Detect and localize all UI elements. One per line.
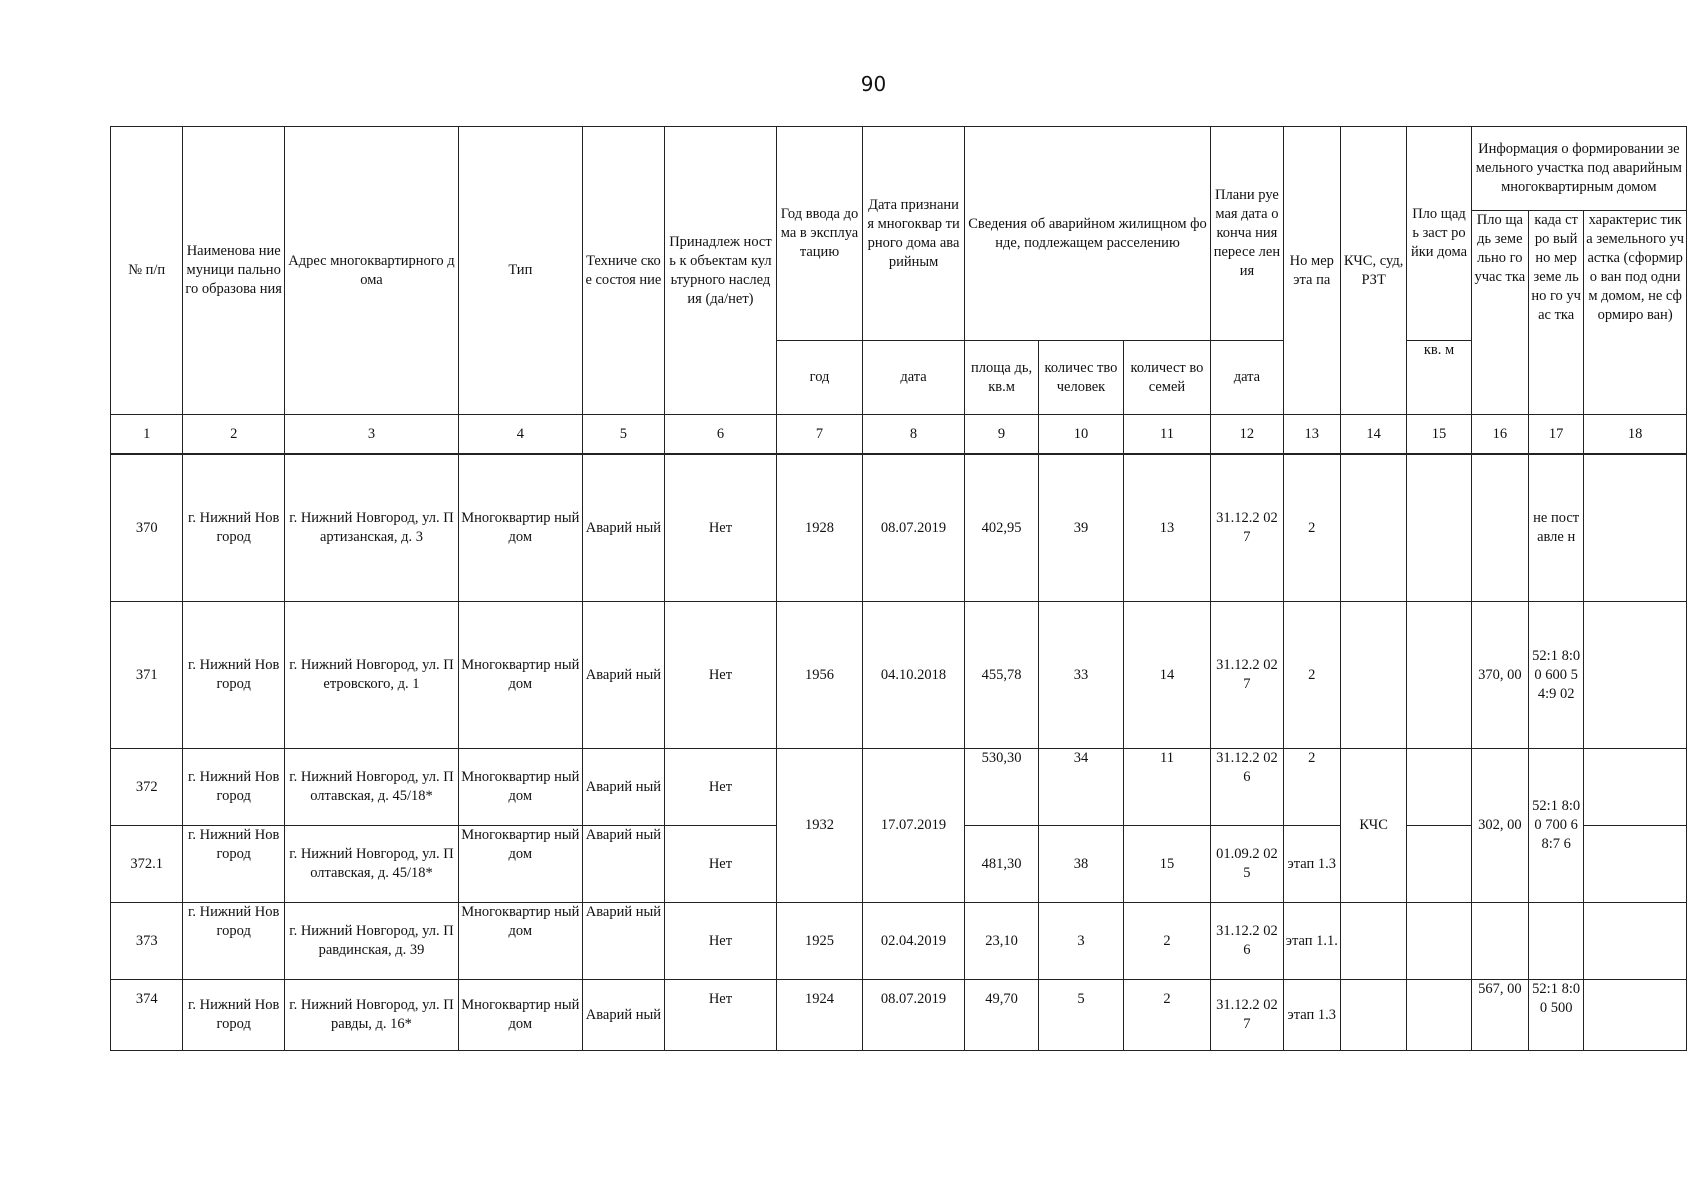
people-cell: 5: [1039, 980, 1123, 1051]
families-cell: 2: [1123, 903, 1211, 980]
cadastre-cell: не пост авле н: [1528, 454, 1583, 602]
stage-cell: этап 1.1.: [1283, 903, 1340, 980]
column-number: 14: [1340, 415, 1406, 455]
row-number: 370: [111, 454, 183, 602]
column-number: 1: [111, 415, 183, 455]
stage-cell: этап 1.3: [1283, 980, 1340, 1051]
stage-cell: 2: [1283, 454, 1340, 602]
sub-built-area-header: кв. м: [1407, 341, 1471, 415]
column-number: 8: [863, 415, 965, 455]
column-number: 2: [183, 415, 285, 455]
condition-cell: Аварий ный: [582, 980, 664, 1051]
people-cell: 3: [1039, 903, 1123, 980]
land-area-cell: [1471, 454, 1528, 602]
year-cell: 1932: [776, 749, 862, 903]
built-area-cell: [1407, 980, 1471, 1051]
year-cell: 1956: [776, 602, 862, 749]
year-cell: 1925: [776, 903, 862, 980]
families-cell: 14: [1123, 602, 1211, 749]
year-cell: 1928: [776, 454, 862, 602]
sub-area-header: площа дь, кв.м: [964, 341, 1038, 415]
header-row: [111, 127, 1687, 211]
kcs-cell: [1340, 980, 1406, 1051]
end-date-cell: 31.12.2 026: [1211, 903, 1283, 980]
address-cell: г. Нижний Новгород, ул. Правдинская, д. 39: [284, 903, 458, 980]
land-char-cell: [1584, 903, 1687, 980]
table-row: [111, 903, 1687, 980]
column-number: 11: [1123, 415, 1211, 455]
column-number: 6: [665, 415, 777, 455]
cadastre-cell: 52:1 8:00 700 68:7 6: [1528, 749, 1583, 903]
municipality-cell: г. Нижний Новгород: [183, 454, 285, 602]
row-number: 372: [111, 749, 183, 826]
heritage-cell: Нет: [665, 602, 777, 749]
col-recognition-date-header: Дата признания многоквар тирного дома аварийным: [863, 127, 965, 341]
col-land-area-header: Пло щадь земе льно го учас тка: [1471, 211, 1528, 415]
row-number: 374: [111, 980, 183, 1051]
kcs-cell: [1340, 454, 1406, 602]
col-type-header: Тип: [458, 127, 582, 415]
stage-cell: этап 1.3: [1283, 826, 1340, 903]
municipality-cell: г. Нижний Новгород: [183, 602, 285, 749]
type-cell: Многоквартир ный дом: [458, 903, 582, 980]
area-cell: 23,10: [964, 903, 1038, 980]
date-cell: 02.04.2019: [863, 903, 965, 980]
table-row: [111, 602, 1687, 749]
col-built-area-header: Пло щадь заст ройки дома: [1407, 127, 1471, 341]
municipality-cell: г. Нижний Новгород: [183, 980, 285, 1051]
table-row: [111, 749, 1687, 826]
municipality-cell: г. Нижний Новгород: [183, 749, 285, 826]
emergency-housing-table: [110, 126, 1687, 1051]
col-address-header: Адрес многоквартирного дома: [284, 127, 458, 415]
people-cell: 34: [1039, 749, 1123, 826]
land-area-cell: 370, 00: [1471, 602, 1528, 749]
column-number: 17: [1528, 415, 1583, 455]
stage-cell: 2: [1283, 749, 1340, 826]
col-year-header: Год ввода дома в эксплуа тацию: [776, 127, 862, 341]
built-area-cell: [1407, 826, 1471, 903]
kcs-cell: КЧС: [1340, 749, 1406, 903]
cadastre-cell: [1528, 903, 1583, 980]
land-char-cell: [1584, 980, 1687, 1051]
col-land-info-header: Информация о формировании земельного участка под аварийным многоквартирным домом: [1471, 127, 1686, 211]
col-municipality-header: Наименова ние муници пального образова ния: [183, 127, 285, 415]
address-cell: г. Нижний Новгород, ул. Полтавская, д. 45/18*: [284, 826, 458, 903]
col-stage-header: Но мер эта па: [1283, 127, 1340, 415]
municipality-cell: г. Нижний Новгород: [183, 903, 285, 980]
condition-cell: Аварий ный: [582, 826, 664, 903]
col-land-char-header: характерис тика земельного участка (сформиро ван под одним домом, не сформиро ван): [1584, 211, 1687, 415]
col-heritage-header: Принадлеж ность к объектам культурного наследия (да/нет): [665, 127, 777, 415]
land-area-cell: 567, 00: [1471, 980, 1528, 1051]
end-date-cell: 31.12.2 026: [1211, 749, 1283, 826]
col-housing-info-header: Сведения об аварийном жилищном фонде, подлежащем расселению: [964, 127, 1210, 341]
land-char-cell: [1584, 602, 1687, 749]
families-cell: 11: [1123, 749, 1211, 826]
end-date-cell: 01.09.2 025: [1211, 826, 1283, 903]
kcs-cell: [1340, 903, 1406, 980]
area-cell: 402,95: [964, 454, 1038, 602]
address-cell: г. Нижний Новгород, ул. Правды, д. 16*: [284, 980, 458, 1051]
heritage-cell: Нет: [665, 454, 777, 602]
heritage-cell: Нет: [665, 826, 777, 903]
condition-cell: Аварий ный: [582, 903, 664, 980]
built-area-cell: [1407, 602, 1471, 749]
municipality-cell: г. Нижний Новгород: [183, 826, 285, 903]
col-kcs-header: КЧС, суд, РЗТ: [1340, 127, 1406, 415]
families-cell: 13: [1123, 454, 1211, 602]
sub-year-header: год: [776, 341, 862, 415]
people-cell: 39: [1039, 454, 1123, 602]
date-cell: 04.10.2018: [863, 602, 965, 749]
column-number: 3: [284, 415, 458, 455]
type-cell: Многоквартир ный дом: [458, 602, 582, 749]
land-char-cell: [1584, 454, 1687, 602]
people-cell: 38: [1039, 826, 1123, 903]
col-number-header: № п/п: [111, 127, 183, 415]
land-area-cell: [1471, 903, 1528, 980]
end-date-cell: 31.12.2 027: [1211, 980, 1283, 1051]
type-cell: Многоквартир ный дом: [458, 749, 582, 826]
end-date-cell: 31.12.2 027: [1211, 602, 1283, 749]
col-condition-header: Техниче ское состоя ние: [582, 127, 664, 415]
row-number: 373: [111, 903, 183, 980]
column-number: 5: [582, 415, 664, 455]
address-cell: г. Нижний Новгород, ул. Петровского, д. 1: [284, 602, 458, 749]
sub-people-header: количес тво человек: [1039, 341, 1123, 415]
end-date-cell: 31.12.2 027: [1211, 454, 1283, 602]
land-char-cell: [1584, 826, 1687, 903]
column-number: 9: [964, 415, 1038, 455]
col-end-date-header: Плани руемая дата оконча ния пересе ления: [1211, 127, 1283, 341]
column-number: 12: [1211, 415, 1283, 455]
built-area-cell: [1407, 454, 1471, 602]
condition-cell: Аварий ный: [582, 454, 664, 602]
condition-cell: Аварий ный: [582, 749, 664, 826]
area-cell: 455,78: [964, 602, 1038, 749]
cadastre-cell: 52:1 8:00 500: [1528, 980, 1583, 1051]
column-number: 15: [1407, 415, 1471, 455]
year-cell: 1924: [776, 980, 862, 1051]
area-cell: 530,30: [964, 749, 1038, 826]
column-number-row: [111, 415, 1687, 455]
land-char-cell: [1584, 749, 1687, 826]
address-cell: г. Нижний Новгород, ул. Полтавская, д. 45/18*: [284, 749, 458, 826]
built-area-cell: [1407, 749, 1471, 826]
built-area-cell: [1407, 903, 1471, 980]
area-cell: 49,70: [964, 980, 1038, 1051]
column-number: 4: [458, 415, 582, 455]
people-cell: 33: [1039, 602, 1123, 749]
heritage-cell: Нет: [665, 980, 777, 1051]
type-cell: Многоквартир ный дом: [458, 826, 582, 903]
land-area-cell: 302, 00: [1471, 749, 1528, 903]
date-cell: 08.07.2019: [863, 980, 965, 1051]
date-cell: 17.07.2019: [863, 749, 965, 903]
cadastre-cell: 52:1 8:00 600 54:9 02: [1528, 602, 1583, 749]
kcs-cell: [1340, 602, 1406, 749]
date-cell: 08.07.2019: [863, 454, 965, 602]
sub-date-header: дата: [863, 341, 965, 415]
stage-cell: 2: [1283, 602, 1340, 749]
type-cell: Многоквартир ный дом: [458, 980, 582, 1051]
table-row: [111, 454, 1687, 602]
column-number: 16: [1471, 415, 1528, 455]
sub-end-date-header: дата: [1211, 341, 1283, 415]
column-number: 18: [1584, 415, 1687, 455]
address-cell: г. Нижний Новгород, ул. Партизанская, д. 3: [284, 454, 458, 602]
families-cell: 2: [1123, 980, 1211, 1051]
sub-families-header: количест во семей: [1123, 341, 1211, 415]
column-number: 10: [1039, 415, 1123, 455]
column-number: 7: [776, 415, 862, 455]
page-number: 90: [860, 72, 887, 96]
families-cell: 15: [1123, 826, 1211, 903]
row-number: 371: [111, 602, 183, 749]
area-cell: 481,30: [964, 826, 1038, 903]
type-cell: Многоквартир ный дом: [458, 454, 582, 602]
row-number: 372.1: [111, 826, 183, 903]
heritage-cell: Нет: [665, 903, 777, 980]
condition-cell: Аварий ный: [582, 602, 664, 749]
col-cadastre-header: када стро вый но мер земе льно го учас тка: [1528, 211, 1583, 415]
heritage-cell: Нет: [665, 749, 777, 826]
table-row: [111, 980, 1687, 1051]
column-number: 13: [1283, 415, 1340, 455]
